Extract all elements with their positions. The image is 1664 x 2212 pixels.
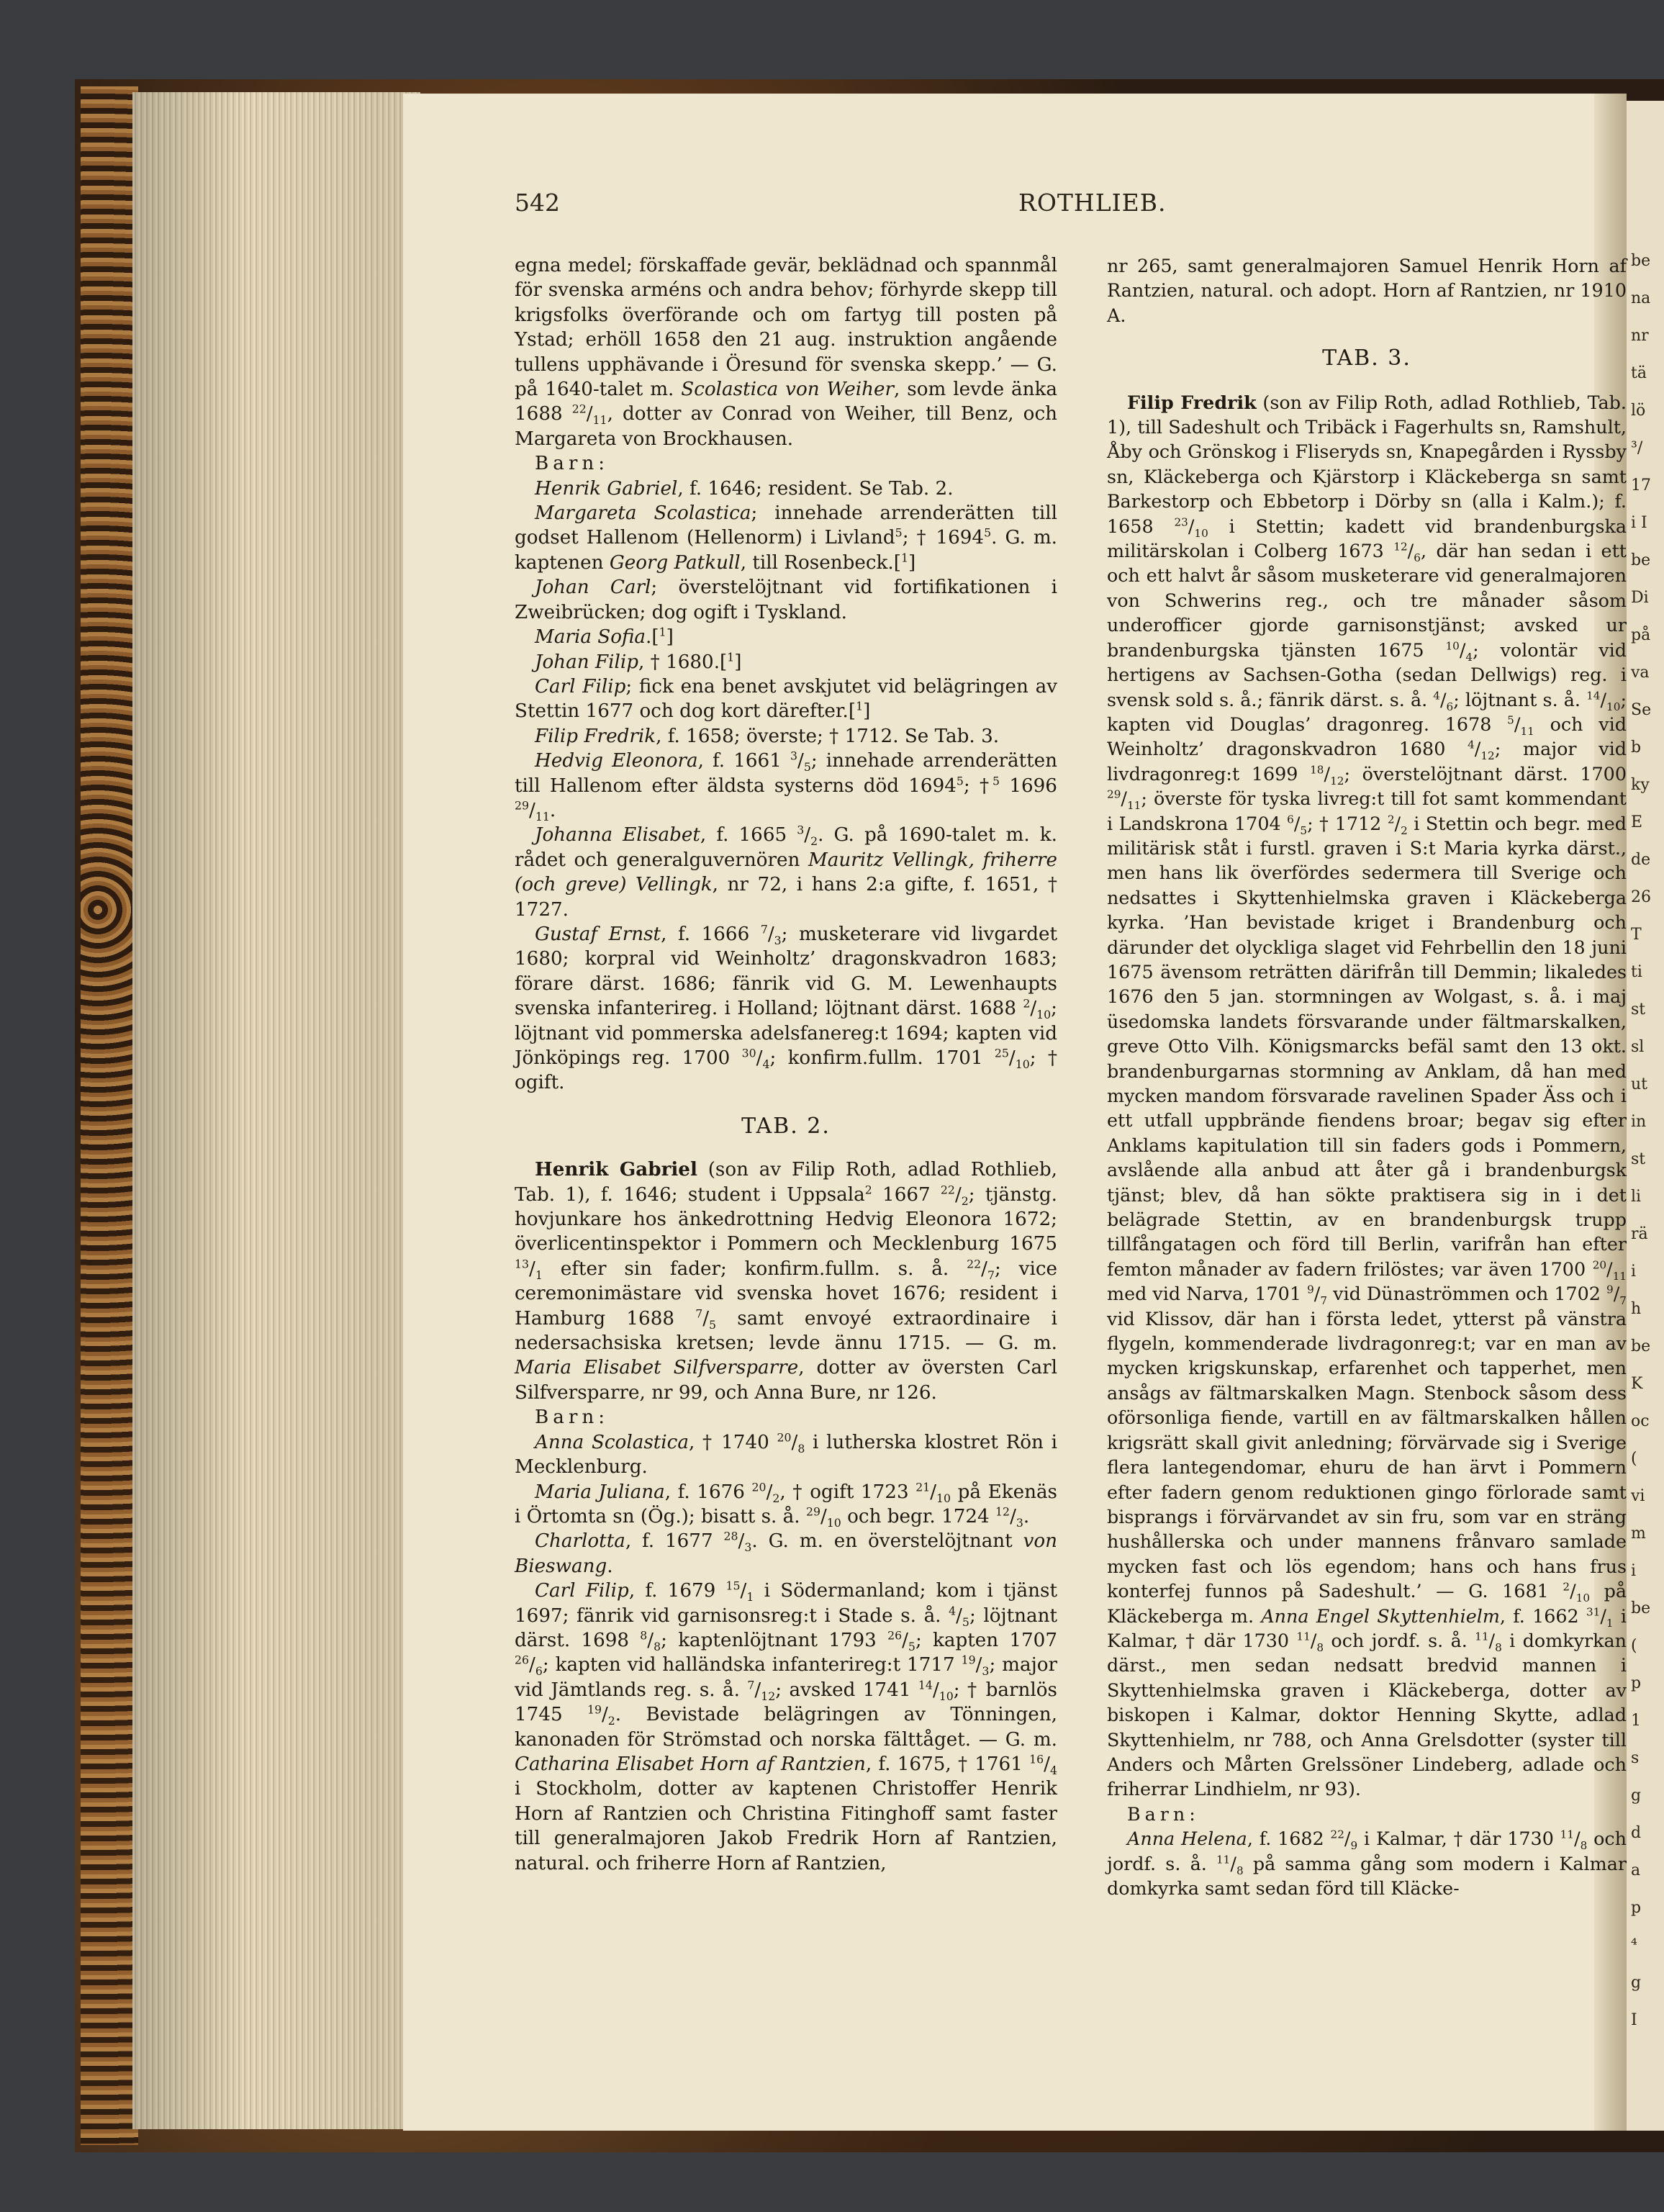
facing-page-fragment: ( — [1631, 1450, 1637, 1468]
children-heading: Barn: — [1127, 1802, 1200, 1825]
entry-paragraph: Maria Sofia.[$^1$] — [535, 625, 674, 649]
facing-page-fragment: ( — [1631, 1637, 1637, 1655]
facing-page-fragment: vi — [1631, 1487, 1645, 1505]
table-heading: TAB. 3. — [1322, 346, 1411, 371]
facing-page-fragment: a — [1631, 1861, 1641, 1879]
facing-page-fragment: p — [1631, 1674, 1642, 1692]
entry-paragraph: Filip Fredrik, f. 1658; överste; † 1712. Se Tab. 3. — [535, 725, 1000, 747]
facing-page-edge — [1627, 101, 1664, 2131]
facing-page-fragment: ⁴ — [1631, 1936, 1637, 1954]
facing-page-fragment: m — [1631, 1525, 1646, 1543]
facing-page-fragment: st — [1631, 1150, 1646, 1168]
facing-page-fragment: på — [1631, 626, 1651, 644]
facing-page-fragment: ky — [1631, 776, 1650, 794]
entry-paragraph: Hedvig Eleonora, f. 1661 $^3/_5$; innehade arrenderätten till Hallenom efter äldsta systerns död 1694$^5$; †$^5$ 1696 $^{29}/_{11}$. — [515, 749, 1057, 824]
facing-page-fragment: d — [1631, 1824, 1642, 1842]
facing-page-fragment: lö — [1631, 402, 1646, 420]
entry-paragraph: Henrik Gabriel (son av Filip Roth, adlad Rothlieb, Tab. 1), f. 1646; student i Uppsala$^2$ 1667 $^{22}/_2$; tjänstg. hovjunkare hos änkedrottning Hedvig Eleonora 1672; överlicentinspektor i Pommern och Mecklenburg 1675 $^{13}/_1$ efter sin fader; konfirm.fullm. s. å. $^{22}/_7$; vice ceremonimästare vid svenska hovet 1676; resident i Hamburg 1688 $^7/_5$ samt envoyé extraordinaire i nedersachsiska kretsen; levde ännu 1715. — G. m. Maria Elisabet Silfversparre, dotter av översten Carl Silfversparre, nr 99, och Anna Bure, nr 126. — [515, 1158, 1058, 1404]
running-head — [515, 189, 1594, 217]
facing-page-fragment: i — [1631, 1562, 1637, 1580]
left-column — [515, 253, 1057, 1876]
facing-page-fragment: K — [1631, 1375, 1643, 1393]
facing-page-fragment: oc — [1631, 1412, 1650, 1430]
facing-page-fragment: s — [1631, 1749, 1640, 1767]
facing-page-fragment: p — [1631, 1899, 1642, 1917]
facing-page-fragment: va — [1631, 664, 1650, 682]
facing-page-fragment: I — [1631, 2011, 1637, 2029]
entry-paragraph: Gustaf Ernst, f. 1666 $^7/_3$; musketerare vid livgardet 1680; korpral vid Weinholtz’ dragonskvadron 1683; förare därst. 1686; fänrik vid G. M. Lewenhaupts svenska infanterireg. i Holland; löjtnant därst. 1688 $^2/_{10}$; löjtnant vid pommerska adelsfanereg:t 1694; kapten vid Jönköpings reg. 1700 $^{30}/_4$; konfirm.fullm. 1701 $^{25}/_{10}$; † ogift. — [515, 922, 1057, 1094]
facing-page-fragment: g — [1631, 1787, 1642, 1805]
facing-page-fragment: be — [1631, 551, 1651, 569]
facing-page-fragment: st — [1631, 1001, 1646, 1019]
facing-page-fragment: g — [1631, 1974, 1642, 1992]
facing-page-fragment: sl — [1631, 1038, 1645, 1056]
facing-page-fragment: be — [1631, 1337, 1651, 1355]
entry-paragraph: Margareta Scolastica; innehade arrenderätten till godset Hallenom (Hellenorm) i Livland$^5$; † 1694$^5$. G. m. kaptenen Georg Patkull, till Rosenbeck.[$^1$] — [515, 502, 1058, 574]
facing-page-fragment: E — [1631, 813, 1643, 831]
table-heading: TAB. 2. — [741, 1113, 831, 1139]
facing-page-fragment: T — [1631, 926, 1642, 944]
entry-paragraph: Maria Juliana, f. 1676 $^{20}/_2$, † ogift 1723 $^{21}/_{10}$ på Ekenäs i Örtomta sn (Ög.); bisatt s. å. $^{29}/_{10}$ och begr. 1724 $^{12}/_3$. — [515, 1479, 1057, 1530]
facing-page-fragment: de — [1631, 851, 1651, 869]
children-heading: Barn: — [535, 1407, 610, 1429]
entry-paragraph: Carl Filip, f. 1679 $^{15}/_1$ i Södermanland; kom i tjänst 1697; fänrik vid garnisonsreg:t i Stade s. å. $^4/_5$; löjtnant därst. 1698 $^8/_8$; kaptenlöjtnant 1793 $^{26}/_5$; kapten 1707 $^{26}/_6$; kapten vid halländska infanterireg:t 1717 $^{19}/_3$; major vid Jämtlands reg. s. å. $^7/_{12}$; avsked 1741 $^{14}/_{10}$; † barnlös 1745 $^{19}/_2$. Bevistade belägringen av Tönningen, kanonaden för Strömstad och norska fälttåget. — G. m. Catharina Elisabet Horn af Rantzien, f. 1675, † 1761 $^{16}/_4$ i Stockholm, dotter av kaptenen Christoffer Henrik Horn af Rantzien och Christina Fitinghoff samt faster till generalmajoren Jakob Fredrik Horn af Rantzien, natural. och friherre Horn af Rantzien, — [515, 1579, 1057, 1874]
page-edges-shade — [132, 92, 420, 2129]
facing-page-fragment: li — [1631, 1188, 1642, 1206]
children-heading: Barn: — [535, 453, 610, 475]
entry-paragraph: Anna Scolastica, † 1740 $^{20}/_8$ i lutherska klostret Rön i Mecklenburg. — [515, 1430, 1057, 1479]
facing-page-fragment: nr — [1631, 327, 1649, 345]
facing-page-fragment: 1 — [1631, 1712, 1641, 1730]
facing-page-fragment: ti — [1631, 963, 1642, 981]
entry-paragraph: Filip Fredrik (son av Filip Roth, adlad Rothlieb, Tab. 1), till Sadeshult och Tribäck i Fagerhults sn, Ramshult, Åby och Grönskog i Fliseryds sn, Knapegården i Ryssby sn, Kläckeberga och Kjärstorp i Kläckeberga sn samt Barkestorp och Ebbetorp i Dörby sn (alla i Kalm.); f. 1658 $^{23}/_{10}$ i Stettin; kadett vid brandenburgska militärskolan i Colberg 1673 $^{12}/_6$, där han sedan i ett och ett halvt år såsom musketerare vid generalmajoren von Schwerins reg., och tre månader såsom underofficer gjorde garnisonstjänst; avsked ur brandenburgska tjänsten 1675 $^{10}/_4$; volontär vid hertigens av Sachsen-Gotha (sedan Dellwigs) reg. i svensk sold s. å.; fänrik därst. s. å. $^4/_6$; löjtnant s. å. $^{14}/_{10}$; kapten vid Douglas’ dragonreg. 1678 $^5/_{11}$ och vid Weinholtz’ dragonskvadron 1680 $^4/_{12}$; major vid livdragonreg:t 1699 $^{18}/_{12}$; överstelöjtnant därst. 1700 $^{29}/_{11}$; överste för tyska livreg:t till fot samt kommendant i Landskrona 1704 $^6/_5$; † 1712 $^2/_2$ i Stettin och begr. med militärisk ståt i furstl. graven i S:t Maria kyrka därst., men hans lik överfördes sedermera till Sverige och nedsattes i Skyttenhielmska graven i Kläckeberga kyrka. ’Han bevistade kriget i Brandenburg och därunder det olyckliga slaget vid Fehrbellin den 18 juni 1675 ävensom reträtten därifrån till Demmin; likaledes 1676 den 5 jan. stormningen av Wolgast, s. å. i maj üsedomska landets försvarande under fältmarskalken, greve Otto Vilh. Königsmarcks befäl samt den 13 okt. brandenburgarnas stormning av Anklam, då han med mycken mandom försvarade ravelinen Spader Äss och i ett utfall uppbrände fiendens broar; begav sig efter Anklams kapitulation till sin faders gods i Pommern, avslående alla anbud att åter gå i brandenburgsk tjänst; blev, då han sökte praktisera sig in i det belägrade Stettin, av en brandenburgsk trupp tillfångatagen och förd till Berlin, varifrån han efter femton månader av fadern frilöstes; var även 1700 $^{20}/_{11}$ med vid Narva, 1701 $^9/_7$ vid Dünaströmmen och 1702 $^9/_7$ vid Klissov, där han i första ledet, ytterst på vänstra flygeln, kommenderade livdragonreg:t; var en man av mycken krigskunskap, erfarenhet och tapperhet, men ansågs av fältmarskalken Magn. Stenbock såsom dess oförsonliga fiende, vartill en av fältmarskalken hållen krigsrätt skall givit anledning; förvärvade sig i Sverige flera lantegendomar, ehuru de han ärvt i Pommern efter fadern genom reduktionen gingo förlorade samt bisprangs i förvärvandet av sin fru, som var en sträng hushållerska och under mannens frånvaro samlade mycken fast och lös egendom; hans och hans frus konterfej funnos på Sadeshult.’ — G. 1681 $^2/_{10}$ på Kläckeberga m. Anna Engel Skyttenhielm, f. 1662 $^{31}/_1$ i Kalmar, † där 1730 $^{11}/_8$ och jordf. s. å. $^{11}/_8$ i domkyrkan därst., men sedan nedsatt bredvid mannen i Skyttenhielmska graven i Kläckeberga, dotter av biskopen i Kalmar, doktor Henning Skytte, adlad Skyttenhielm, nr 788, och Anna Grelsdotter (syster till Anders och Mårten Grelssöner Lindeberg, adlade och friherrar Lindhielm, nr 93). — [1107, 391, 1627, 1800]
facing-page-fragment: be — [1631, 1599, 1651, 1617]
entry-paragraph: Anna Helena, f. 1682 $^{22}/_9$ i Kalmar, † där 1730 $^{11}/_8$ och jordf. s. å. $^{11}/_8$ på samma gång som modern i Kalmar domkyrka samt sedan förd till Kläcke- — [1107, 1828, 1627, 1899]
facing-page-fragment: 17 — [1631, 477, 1651, 495]
facing-page-fragment: Se — [1631, 701, 1652, 719]
facing-page-fragment: ut — [1631, 1075, 1648, 1093]
facing-page-fragment: na — [1631, 289, 1651, 307]
entry-paragraph: Carl Filip; fick ena benet avskjutet vid belägringen av Stettin 1677 och dog kort därefter.[$^1$] — [515, 675, 1057, 723]
facing-page-fragment: Di — [1631, 589, 1649, 607]
entry-paragraph: Johan Filip, † 1680.[$^1$] — [535, 649, 742, 673]
facing-page-fragment: rä — [1631, 1225, 1648, 1243]
facing-page-fragment: tä — [1631, 364, 1647, 382]
entry-paragraph: Johanna Elisabet, f. 1665 $^3/_2$. G. på 1690-talet m. k. rådet och generalguvernören Mauritz Vellingk, friherre (och greve) Vellingk, nr 72, i hans 2:a gifte, f. 1651, † 1727. — [515, 823, 1057, 921]
entry-paragraph: nr 265, samt generalmajoren Samuel Henrik Horn af Rantzien, natural. och adopt. Horn af Rantzien, nr 1910 A. — [1107, 255, 1627, 326]
entry-paragraph: Charlotta, f. 1677 $^{28}/_3$. G. m. en överstelöjtnant von Bieswang. — [515, 1529, 1058, 1577]
facing-page-fragment: i — [1631, 1263, 1637, 1281]
marbled-edge — [81, 86, 138, 2145]
right-column — [1107, 253, 1627, 1900]
page-number: 542 — [515, 189, 560, 217]
entry-paragraph: egna medel; förskaffade gevär, beklädnad och spannmål för svenska arméns och andra behov; förhyrde skepp till krigsfolks överförande och om fartyg till posten på Ystad; erhöll 1658 den 21 aug. instruktion angående tullens upphävande i Öresund för svenska skepp.’ — G. på 1640-talet m. Scolastica von Weiher, som levde änka 1688 $^{22}/_{11}$, dotter av Conrad von Weiher, till Benz, och Margareta von Brockhausen. — [515, 255, 1057, 450]
facing-page-fragment: be — [1631, 252, 1651, 270]
facing-page-fragment: ³/ — [1631, 439, 1643, 457]
running-title: ROTHLIEB. — [1018, 189, 1167, 217]
entry-paragraph: Johan Carl; överstelöjtnant vid fortifikationen i Zweibrücken; dog ogift i Tyskland. — [515, 577, 1057, 623]
entry-paragraph: Henrik Gabriel, f. 1646; resident. Se Tab. 2. — [535, 477, 954, 500]
facing-page-fragment: in — [1631, 1113, 1647, 1131]
facing-page-fragment: 26 — [1631, 888, 1651, 906]
facing-page-fragment: h — [1631, 1300, 1642, 1318]
facing-page-fragment: b — [1631, 739, 1642, 757]
facing-page-fragment: i I — [1631, 514, 1647, 532]
